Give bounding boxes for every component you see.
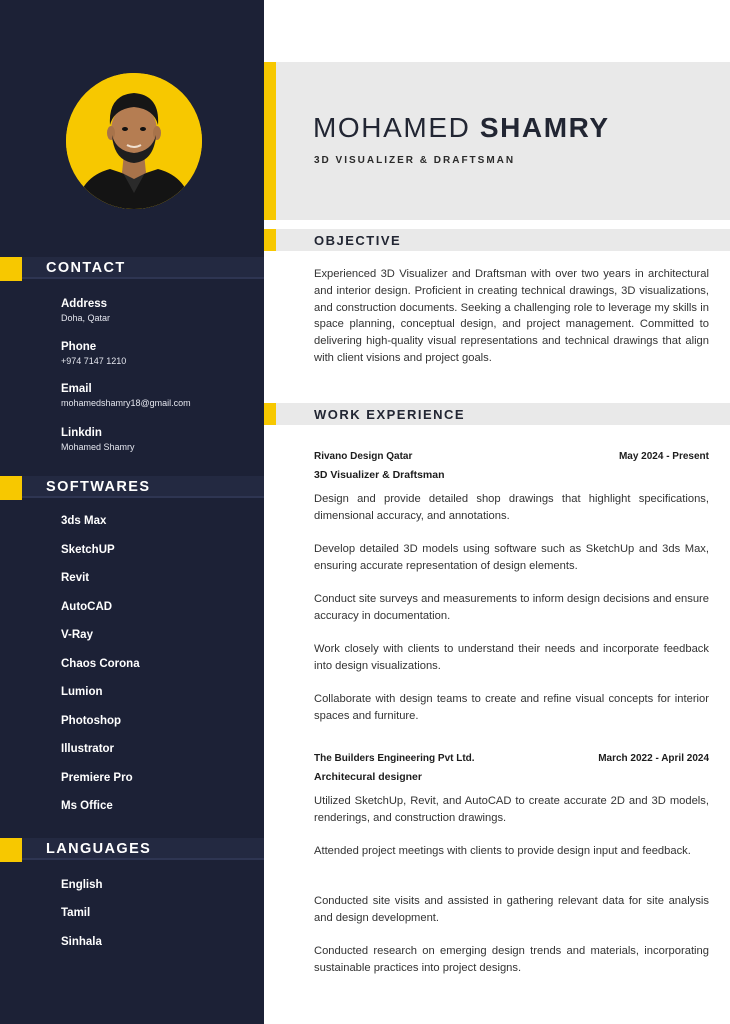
contact-linkedin-value[interactable]: Mohamed Shamry: [61, 442, 135, 452]
job-2-dates: March 2022 - April 2024: [598, 753, 709, 764]
language-item: Sinhala: [61, 936, 102, 948]
job-1-duty: Work closely with clients to understand their needs and incorporate feedback into design visualizations.: [314, 643, 709, 672]
contact-email-value[interactable]: mohamedshamry18@gmail.com: [61, 398, 191, 408]
software-item: Chaos Corona: [61, 658, 140, 670]
work-experience-heading: [264, 403, 730, 425]
language-item: Tamil: [61, 907, 91, 919]
job-1-duty: Develop detailed 3D models using software such as SketchUp and 3ds Max, ensuring accurate representation of design elements.: [314, 543, 709, 572]
software-item: AutoCAD: [61, 601, 113, 613]
contact-linkedin-label: Linkdin: [61, 427, 102, 439]
software-item: Photoshop: [61, 715, 122, 727]
contact-phone-label: Phone: [61, 341, 97, 353]
software-item: V-Ray: [61, 629, 93, 641]
person-portrait-icon: [66, 73, 202, 209]
work-experience-heading-text: WORK EXPERIENCE: [314, 407, 466, 422]
languages-heading: [0, 838, 264, 862]
contact-email-label: Email: [61, 383, 92, 395]
contact-phone-value: +974 7147 1210: [61, 356, 127, 366]
contact-heading-text: CONTACT: [46, 260, 126, 276]
contact-address-label: Address: [61, 298, 108, 310]
header-accent-bar: [264, 62, 276, 220]
objective-heading: [264, 229, 730, 251]
software-item: 3ds Max: [61, 515, 107, 527]
job-1-company: Rivano Design Qatar: [314, 451, 413, 462]
person-name: [313, 112, 610, 144]
software-item: Premiere Pro: [61, 772, 133, 784]
profile-photo: [66, 73, 202, 209]
objective-heading-text: OBJECTIVE: [314, 233, 402, 248]
software-item: Revit: [61, 572, 90, 584]
job-1-duty: Collaborate with design teams to create and refine visual concepts for interior spaces and furniture.: [314, 693, 709, 722]
contact-address-value: Doha, Qatar: [61, 313, 111, 323]
software-item: SketchUP: [61, 544, 115, 556]
job-2-duty: Utilized SketchUp, Revit, and AutoCAD to create accurate 2D and 3D models, renderings, and construction drawings.: [314, 795, 709, 824]
languages-heading-text: LANGUAGES: [46, 841, 152, 857]
job-2-duty: Attended project meetings with clients to provide design input and feedback.: [314, 845, 691, 857]
softwares-heading: [0, 476, 264, 500]
job-1-duty: Conduct site surveys and measurements to inform design decisions and ensure accuracy in documentation.: [314, 593, 709, 622]
first-name: MOHAMED: [313, 112, 471, 143]
software-item: Lumion: [61, 686, 103, 698]
job-2-duty: Conducted site visits and assisted in gathering relevant data for site analysis and design development.: [314, 895, 709, 924]
last-name: SHAMRY: [479, 112, 610, 143]
job-1-role: 3D Visualizer & Draftsman: [314, 469, 445, 481]
contact-email: [61, 382, 191, 410]
software-item: Illustrator: [61, 743, 115, 755]
sidebar: [0, 0, 264, 1024]
contact-address: [61, 297, 110, 325]
contact-heading: [0, 257, 264, 281]
job-1-dates: May 2024 - Present: [618, 451, 709, 462]
job-2-role: Architecural designer: [314, 771, 422, 783]
job-2-duty: Conducted research on emerging design trends and materials, incorporating sustainable practices into project designs.: [314, 945, 709, 974]
job-1-duty: Design and provide detailed shop drawings that highlight specifications, dimensional accuracy, and annotations.: [314, 493, 709, 522]
objective-text: Experienced 3D Visualizer and Draftsman with over two years in architectural and interior design. Proficient in creating technical drawings, 3D visualizations, and construction documents. Seeking a challenging role to leverage my skills in space planning, conceptual design, and project management. Committed to delivering high-quality visual representations and technical drawings that align with client visions and project goals.: [314, 268, 709, 364]
job-2-company: The Builders Engineering Pvt Ltd.: [314, 753, 475, 764]
job-title: 3D VISUALIZER & DRAFTSMAN: [314, 155, 516, 166]
software-item: Ms Office: [61, 800, 113, 812]
language-item: English: [61, 879, 103, 891]
contact-phone: [61, 340, 126, 368]
softwares-heading-text: SOFTWARES: [46, 479, 151, 495]
contact-linkedin: [61, 426, 135, 454]
